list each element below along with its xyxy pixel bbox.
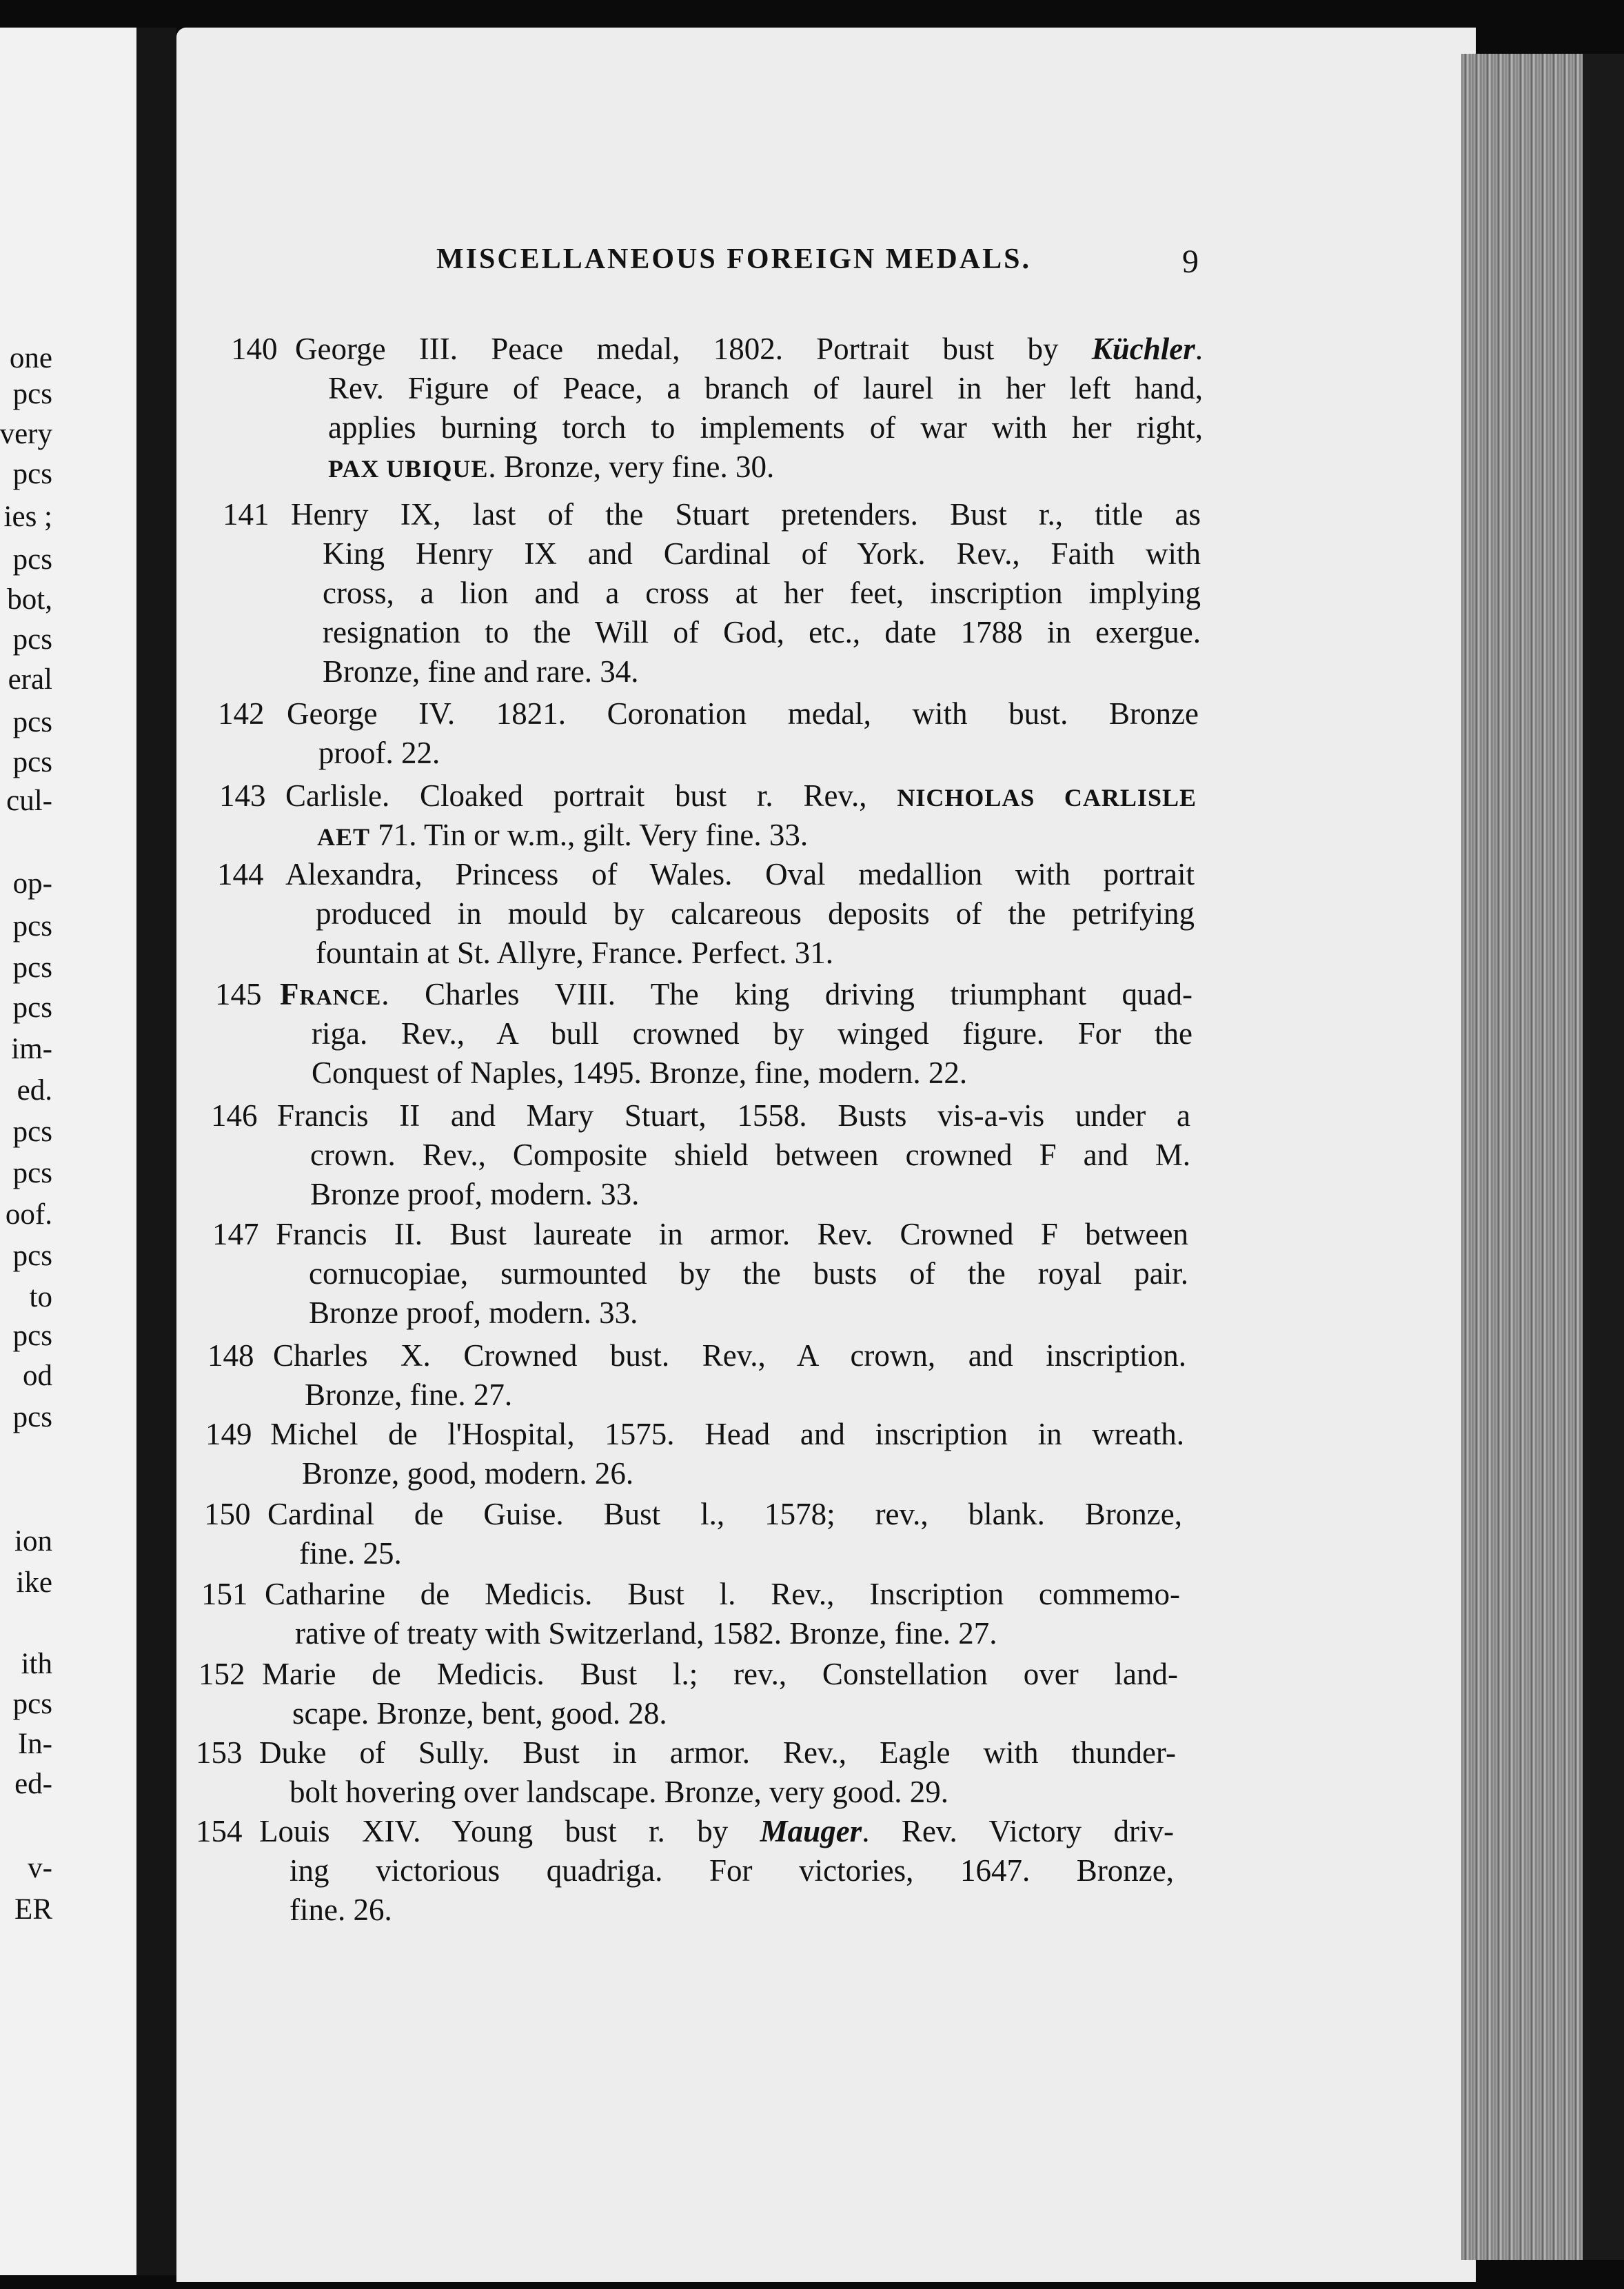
entry-line: [259, 1812, 1174, 1851]
entry-line: [262, 1655, 1178, 1693]
entry-text: Bronze, fine and rare. 34.: [323, 654, 639, 689]
left-page-fragment: very: [0, 418, 52, 450]
entry-text: Henry IX, last of the Stuart pretenders. Bust r., title as: [291, 497, 1201, 532]
entry-line: [328, 369, 1203, 407]
entry-line: [259, 1733, 1176, 1772]
entry-text: scape. Bronze, bent, good. 28.: [292, 1696, 667, 1731]
entry-text: Marie de Medicis. Bust l.; rev., Constellation over land-: [262, 1657, 1178, 1691]
entry-line: [291, 495, 1201, 534]
entry-number: 143: [219, 778, 266, 813]
entry-line: [276, 1215, 1188, 1253]
left-page-fragment: op-: [12, 867, 52, 900]
inscription-text: PAX UBIQUE: [328, 455, 489, 483]
entry-text: fountain at St. Allyre, France. Perfect. 31.: [316, 936, 834, 970]
entry-text: Carlisle. Cloaked portrait bust r. Rev.,: [285, 778, 897, 813]
inscription-text: AET: [317, 823, 371, 851]
left-page-fragment: ER: [14, 1893, 52, 1926]
inscription-text: France: [280, 977, 382, 1011]
entry-line: [273, 1336, 1186, 1375]
entry-number: 154: [196, 1814, 243, 1848]
entry-number: 150: [204, 1497, 251, 1531]
entry-text: Bronze, good, modern. 26.: [302, 1456, 634, 1491]
entry-text: produced in mould by calcareous deposits of the petrifying: [316, 896, 1195, 931]
entry-text: . Bronze, very fine. 30.: [488, 450, 775, 484]
entry-text: George IV. 1821. Coronation medal, with bust. Bronze: [287, 696, 1199, 731]
entry-line: [270, 1415, 1184, 1453]
entry-number: 152: [199, 1657, 245, 1691]
entry-text: Conquest of Naples, 1495. Bronze, fine, modern. 22.: [312, 1056, 968, 1090]
entry-text: Bronze, fine. 27.: [305, 1378, 513, 1412]
inscription-text: NICHOLAS CARLISLE: [897, 784, 1197, 811]
entry-line: [323, 574, 1201, 612]
page-number: 9: [1182, 243, 1199, 280]
entry-text: 71. Tin or w.m., gilt. Very fine. 33.: [370, 818, 809, 852]
entry-number: 151: [201, 1577, 248, 1611]
entry-text: Bronze proof, modern. 33.: [309, 1295, 638, 1330]
left-page-fragment: pcs: [12, 706, 52, 738]
left-page-fragment: pcs: [12, 1401, 52, 1433]
entry-text: crown. Rev., Composite shield between crowned F and M.: [310, 1138, 1190, 1172]
left-page-fragment: v-: [28, 1852, 52, 1884]
entry-text: ing victorious quadriga. For victories, 1647. Bronze,: [290, 1853, 1174, 1888]
left-page-fragment: ith: [21, 1648, 52, 1680]
entry-text: cross, a lion and a cross at her feet, inscription implying: [323, 576, 1201, 610]
entry-number: 145: [215, 977, 262, 1011]
entry-number: 146: [211, 1098, 258, 1133]
entry-line: [323, 652, 1201, 691]
left-page-fragment: ed-: [14, 1768, 52, 1800]
entry-line: [323, 534, 1201, 573]
entry-line: [317, 816, 1197, 856]
entry-line: [299, 1534, 1182, 1573]
entry-text: Rev. Figure of Peace, a branch of laurel in her left hand,: [328, 371, 1203, 405]
entry-line: [310, 1175, 1190, 1213]
entry-text: resignation to the Will of God, etc., date 1788 in exergue.: [323, 615, 1201, 649]
entry-line: [265, 1575, 1180, 1613]
entry-text: Duke of Sully. Bust in armor. Rev., Eagle with thunder-: [259, 1735, 1176, 1770]
entry-number: 149: [205, 1417, 252, 1451]
left-page-fragment: pcs: [12, 910, 52, 942]
left-page-fragment: pcs: [12, 543, 52, 576]
entry-text: rative of treaty with Switzerland, 1582. Bronze, fine. 27.: [295, 1616, 997, 1651]
entry-text: .: [1195, 332, 1203, 366]
left-page-fragment: pcs: [12, 991, 52, 1024]
entry-line: [309, 1254, 1188, 1293]
left-page-fragment: eral: [8, 663, 52, 696]
entry-line: [316, 894, 1195, 933]
entry-text: Michel de l'Hospital, 1575. Head and inscription in wreath.: [270, 1417, 1184, 1451]
entry-line: [292, 1694, 1178, 1733]
entry-line: [277, 1096, 1190, 1135]
entry-line: [287, 694, 1199, 733]
entry-line: [323, 613, 1201, 652]
left-page-fragment: im-: [11, 1033, 52, 1065]
entry-number: 140: [231, 332, 278, 366]
entry-number: 147: [212, 1217, 259, 1251]
entry-text: riga. Rev., A bull crowned by winged figure. For the: [312, 1016, 1192, 1051]
engraver-name: Mauger: [760, 1814, 862, 1848]
left-page-fragment: pcs: [12, 1116, 52, 1148]
entry-text: Cardinal de Guise. Bust l., 1578; rev., blank. Bronze,: [267, 1497, 1182, 1531]
entry-line: [280, 975, 1192, 1014]
entry-text: bolt hovering over landscape. Bronze, very good. 29.: [290, 1775, 948, 1809]
left-page-fragment: pcs: [12, 1320, 52, 1352]
entry-line: [302, 1454, 1184, 1493]
entry-text: Francis II. Bust laureate in armor. Rev. Crowned F between: [276, 1217, 1188, 1251]
entry-text: Louis XIV. Young bust r. by: [259, 1814, 760, 1848]
entry-line: [285, 855, 1195, 894]
left-page-fragment: In-: [17, 1728, 52, 1760]
left-page-fragment: pcs: [12, 951, 52, 984]
entry-line: [316, 934, 1195, 972]
entry-text: George III. Peace medal, 1802. Portrait bust by: [295, 332, 1092, 366]
entry-text: Charles X. Crowned bust. Rev., A crown, and inscription.: [273, 1338, 1186, 1373]
left-page-fragment: ies ;: [3, 501, 52, 533]
left-page-fragment: pcs: [12, 1157, 52, 1189]
left-page-fragment: cul-: [6, 785, 52, 817]
left-page-fragment: pcs: [12, 458, 52, 490]
engraver-name: Küchler: [1091, 332, 1195, 366]
entry-number: 148: [207, 1338, 254, 1373]
entry-line: [295, 330, 1203, 368]
entry-text: Alexandra, Princess of Wales. Oval medallion with portrait: [285, 857, 1195, 891]
entry-number: 141: [223, 497, 270, 532]
entry-text: Catharine de Medicis. Bust l. Rev., Inscription commemo-: [265, 1577, 1180, 1611]
left-page-fragment: pcs: [12, 746, 52, 778]
entry-line: [290, 1851, 1174, 1890]
entry-line: [290, 1773, 1176, 1811]
entry-text: fine. 26.: [290, 1893, 392, 1927]
left-page-fragment: ike: [16, 1566, 52, 1599]
entry-line: [318, 734, 1199, 772]
running-title: MISCELLANEOUS FOREIGN MEDALS.: [436, 243, 1031, 275]
entry-text: . Charles VIII. The king driving triumphant quad-: [381, 977, 1192, 1011]
left-page-fragment: pcs: [12, 1688, 52, 1720]
left-page-fragment: to: [29, 1281, 52, 1313]
entry-line: [309, 1293, 1188, 1332]
entry-line: [310, 1136, 1190, 1174]
entry-text: . Rev. Victory driv-: [862, 1814, 1175, 1848]
left-page-fragment: pcs: [12, 623, 52, 656]
left-page-fragment: one: [9, 342, 52, 374]
entry-line: [285, 776, 1197, 817]
entry-text: proof. 22.: [318, 736, 440, 770]
entry-line: [305, 1375, 1186, 1414]
entry-text: Francis II and Mary Stuart, 1558. Busts vis-a-vis under a: [277, 1098, 1190, 1133]
entry-text: cornucopiae, surmounted by the busts of the royal pair.: [309, 1256, 1188, 1291]
entry-number: 142: [218, 696, 265, 731]
entry-number: 144: [217, 857, 264, 891]
entry-line: [328, 408, 1203, 447]
left-page-fragment: pcs: [12, 1240, 52, 1272]
entry-number: 153: [196, 1735, 243, 1770]
left-page-fragment: bot,: [7, 583, 52, 616]
left-page-fragment: ed.: [17, 1074, 52, 1107]
left-page-fragment: od: [23, 1360, 52, 1392]
entry-text: Bronze proof, modern. 33.: [310, 1177, 640, 1211]
entry-text: applies burning torch to implements of war with her right,: [328, 410, 1203, 445]
left-page-fragment: oof.: [5, 1198, 52, 1231]
entry-line: [267, 1495, 1182, 1533]
left-page-fragment: pcs: [12, 378, 52, 410]
entry-line: [312, 1014, 1192, 1053]
entry-line: [295, 1614, 1180, 1653]
entry-text: King Henry IX and Cardinal of York. Rev., Faith with: [323, 536, 1201, 571]
entry-text: fine. 25.: [299, 1536, 402, 1571]
left-page-fragment: ion: [14, 1525, 52, 1557]
entry-line: [312, 1053, 1192, 1092]
entry-line: [328, 447, 1203, 488]
entry-line: [290, 1890, 1174, 1929]
